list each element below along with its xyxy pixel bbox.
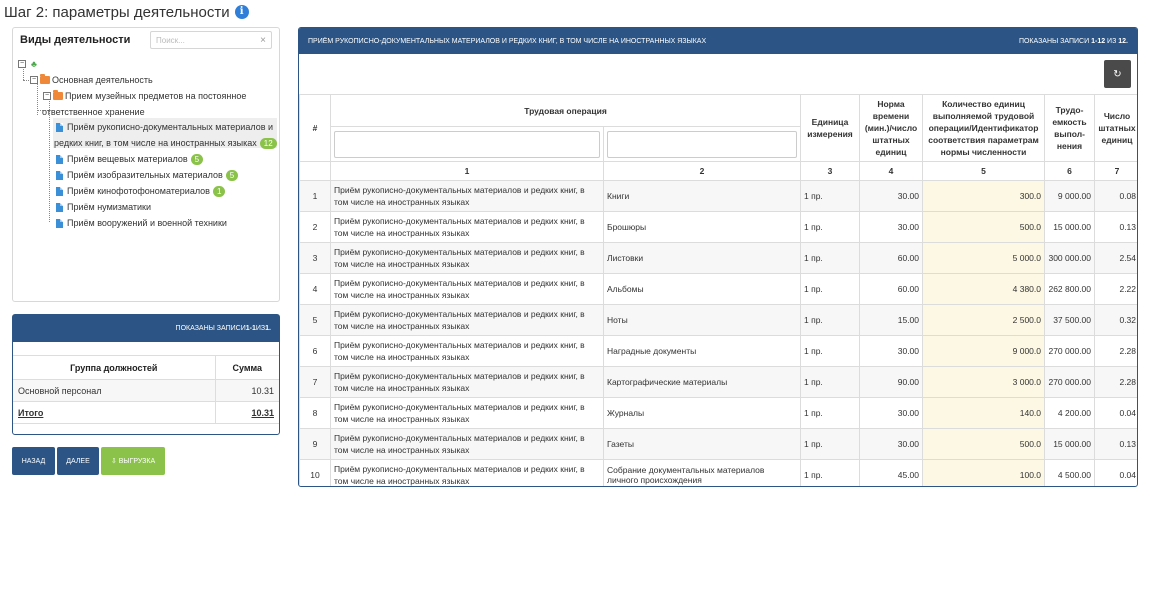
row-operation: Приём рукописно-документальных материалов и редких книг, в том числе на иностранных языках bbox=[331, 460, 604, 488]
column-number: 6 bbox=[1045, 162, 1095, 181]
column-header-quantity[interactable]: Количество единиц выполняемой трудовой операции/Идентификатор соответствия параметрам нормы численности bbox=[923, 95, 1045, 162]
column-number: 4 bbox=[860, 162, 923, 181]
table-row[interactable] bbox=[300, 274, 1139, 305]
row-labor: 37 500.00 bbox=[1045, 305, 1095, 336]
row-quantity: 9 000.0 bbox=[923, 336, 1045, 367]
tree-node-manuscripts-line2[interactable] bbox=[54, 136, 277, 150]
summary-records-info bbox=[13, 315, 279, 342]
row-unit: 1 пр. bbox=[801, 181, 860, 212]
info-icon[interactable]: i bbox=[235, 5, 249, 19]
row-unit: 1 пр. bbox=[801, 212, 860, 243]
collapse-toggle-icon[interactable]: − bbox=[19, 60, 25, 67]
row-norm: 60.00 bbox=[860, 243, 923, 274]
column-number-blank bbox=[300, 162, 331, 181]
row-quantity: 3 000.0 bbox=[923, 367, 1045, 398]
tree-node-numismatics[interactable] bbox=[56, 200, 151, 214]
table-row[interactable] bbox=[300, 367, 1139, 398]
column-header-sum[interactable]: Сумма bbox=[215, 356, 279, 380]
row-operation: Приём рукописно-документальных материалов и редких книг, в том числе на иностранных языках bbox=[331, 212, 604, 243]
tree-title: Виды деятельности bbox=[20, 34, 131, 46]
row-norm: 30.00 bbox=[860, 181, 923, 212]
records-total: 1. bbox=[265, 325, 271, 332]
collapse-toggle-icon[interactable]: − bbox=[31, 76, 37, 83]
download-icon: ⇩ bbox=[110, 458, 117, 465]
row-norm: 30.00 bbox=[860, 212, 923, 243]
summary-table bbox=[13, 355, 279, 424]
row-label: Основной персонал bbox=[13, 380, 215, 402]
row-index: 9 bbox=[300, 429, 331, 460]
row-quantity: 2 500.0 bbox=[923, 305, 1045, 336]
row-labor: 9 000.00 bbox=[1045, 181, 1095, 212]
column-number: 5 bbox=[923, 162, 1045, 181]
tree-search-input[interactable] bbox=[156, 36, 260, 45]
export-button-label: ВЫГРУЗКА bbox=[118, 457, 156, 465]
filter-cell-type bbox=[604, 127, 801, 162]
records-range: 1-12 bbox=[1091, 37, 1106, 45]
row-index: 8 bbox=[300, 398, 331, 429]
file-icon bbox=[56, 171, 63, 180]
total-label: Итого bbox=[13, 402, 215, 424]
file-icon bbox=[56, 203, 63, 212]
table-row[interactable] bbox=[300, 336, 1139, 367]
file-icon bbox=[56, 219, 63, 228]
row-quantity: 140.0 bbox=[923, 398, 1045, 429]
row-material-type: Наградные документы bbox=[604, 336, 801, 367]
tree-node-label: Приём вооружений и военной техники bbox=[67, 218, 227, 228]
tree-header bbox=[13, 28, 279, 52]
operations-table-body bbox=[300, 181, 1139, 488]
column-header-staff[interactable]: Число штатных единиц bbox=[1095, 95, 1138, 162]
row-index: 6 bbox=[300, 336, 331, 367]
table-row bbox=[13, 380, 279, 402]
row-index: 4 bbox=[300, 274, 331, 305]
count-badge: 5 bbox=[226, 170, 238, 181]
row-operation: Приём рукописно-документальных материалов и редких книг, в том числе на иностранных языках bbox=[331, 336, 604, 367]
table-row[interactable] bbox=[300, 305, 1139, 336]
row-material-type: Альбомы bbox=[604, 274, 801, 305]
row-labor: 15 000.00 bbox=[1045, 212, 1095, 243]
row-staff: 0.08 bbox=[1095, 181, 1138, 212]
column-number-row bbox=[300, 162, 1139, 181]
operations-panel-header bbox=[299, 28, 1137, 54]
tree-node-weapons[interactable] bbox=[56, 216, 227, 230]
operations-panel bbox=[298, 27, 1138, 487]
row-norm: 90.00 bbox=[860, 367, 923, 398]
tree-search-box[interactable] bbox=[150, 31, 272, 49]
row-staff: 0.04 bbox=[1095, 460, 1138, 488]
table-row[interactable] bbox=[300, 429, 1139, 460]
row-norm: 30.00 bbox=[860, 429, 923, 460]
row-material-type: Ноты bbox=[604, 305, 801, 336]
row-norm: 15.00 bbox=[860, 305, 923, 336]
row-operation: Приём рукописно-документальных материалов и редких книг, в том числе на иностранных языках bbox=[331, 305, 604, 336]
tree-node-manuscripts[interactable] bbox=[56, 120, 273, 134]
row-index: 1 bbox=[300, 181, 331, 212]
tree-node-museum-items[interactable] bbox=[43, 89, 246, 103]
folder-open-icon bbox=[40, 76, 50, 84]
row-index: 10 bbox=[300, 460, 331, 488]
tree-node-label: Приём нумизматики bbox=[67, 202, 152, 212]
records-prefix: ПОКАЗАНЫ ЗАПИСИ bbox=[1018, 37, 1092, 45]
row-quantity: 300.0 bbox=[923, 181, 1045, 212]
column-number: 3 bbox=[801, 162, 860, 181]
table-row[interactable] bbox=[300, 398, 1139, 429]
file-icon bbox=[56, 123, 63, 132]
records-mid: ИЗ bbox=[1105, 37, 1119, 45]
column-header-unit[interactable]: Единица измерения bbox=[801, 95, 860, 162]
filter-input-type[interactable] bbox=[607, 131, 797, 158]
row-operation: Приём рукописно-документальных материалов и редких книг, в том числе на иностранных языках bbox=[331, 429, 604, 460]
row-staff: 0.13 bbox=[1095, 429, 1138, 460]
row-staff: 2.22 bbox=[1095, 274, 1138, 305]
row-quantity: 500.0 bbox=[923, 212, 1045, 243]
row-quantity: 5 000.0 bbox=[923, 243, 1045, 274]
tree-node-clothing[interactable] bbox=[56, 152, 203, 166]
row-staff: 2.28 bbox=[1095, 336, 1138, 367]
row-quantity: 4 380.0 bbox=[923, 274, 1045, 305]
row-value: 10.31 bbox=[215, 380, 279, 402]
row-index: 5 bbox=[300, 305, 331, 336]
tree-node-label: редких книг, в том числе на иностранных языках bbox=[54, 138, 257, 148]
tree-root-icon: ♣ bbox=[31, 59, 37, 69]
records-range: 1-1 bbox=[245, 325, 256, 332]
records-mid: ИЗ bbox=[255, 325, 266, 332]
refresh-button[interactable] bbox=[1104, 60, 1131, 88]
tree-node-label: Приём кинофотофономатериалов bbox=[67, 186, 210, 196]
row-norm: 45.00 bbox=[860, 460, 923, 488]
folder-open-icon bbox=[53, 92, 63, 100]
records-total: 12. bbox=[1118, 37, 1128, 45]
row-labor: 262 800.00 bbox=[1045, 274, 1095, 305]
records-prefix: ПОКАЗАНЫ ЗАПИСИ bbox=[175, 325, 246, 332]
tree-node-visual-art[interactable] bbox=[56, 168, 238, 182]
column-header-operation[interactable]: Трудовая операция bbox=[331, 95, 801, 127]
row-unit: 1 пр. bbox=[801, 460, 860, 488]
column-number: 2 bbox=[604, 162, 801, 181]
column-header-norm[interactable]: Норма времени (мин.)/число штатных единиц bbox=[860, 95, 923, 162]
tree-node-main-activity[interactable] bbox=[30, 73, 153, 87]
row-norm: 30.00 bbox=[860, 398, 923, 429]
table-row[interactable] bbox=[300, 181, 1139, 212]
table-toolbar bbox=[299, 54, 1137, 94]
row-staff: 2.28 bbox=[1095, 367, 1138, 398]
row-unit: 1 пр. bbox=[801, 398, 860, 429]
row-staff: 0.13 bbox=[1095, 212, 1138, 243]
row-material-type: Газеты bbox=[604, 429, 801, 460]
row-unit: 1 пр. bbox=[801, 336, 860, 367]
tree-node-label: ответственное хранение bbox=[42, 107, 145, 117]
file-icon bbox=[56, 187, 63, 196]
row-norm: 30.00 bbox=[860, 336, 923, 367]
row-unit: 1 пр. bbox=[801, 367, 860, 398]
column-number: 7 bbox=[1095, 162, 1138, 181]
filter-input-operation[interactable] bbox=[334, 131, 600, 158]
row-labor: 270 000.00 bbox=[1045, 336, 1095, 367]
row-staff: 2.54 bbox=[1095, 243, 1138, 274]
count-badge: 12 bbox=[260, 138, 277, 149]
tree-connector bbox=[23, 80, 29, 81]
page-title bbox=[4, 2, 249, 22]
column-header-group[interactable]: Группа должностей bbox=[13, 356, 215, 380]
tree-node-label: Приём изобразительных материалов bbox=[67, 170, 223, 180]
count-badge: 1 bbox=[213, 186, 225, 197]
row-unit: 1 пр. bbox=[801, 429, 860, 460]
tree-node-label: Основная деятельность bbox=[52, 75, 153, 85]
operations-records-info bbox=[1019, 38, 1128, 45]
row-quantity: 100.0 bbox=[923, 460, 1045, 488]
row-material-type: Собрание документальных материалов личного происхождения bbox=[604, 460, 801, 488]
row-staff: 0.04 bbox=[1095, 398, 1138, 429]
column-number: 1 bbox=[331, 162, 604, 181]
table-row[interactable] bbox=[300, 212, 1139, 243]
table-row[interactable] bbox=[300, 460, 1139, 488]
file-icon bbox=[56, 155, 63, 164]
row-labor: 300 000.00 bbox=[1045, 243, 1095, 274]
row-material-type: Листовки bbox=[604, 243, 801, 274]
tree-node-label: Приём рукописно-документальных материалов и bbox=[67, 122, 274, 132]
row-index: 2 bbox=[300, 212, 331, 243]
row-operation: Приём рукописно-документальных материалов и редких книг, в том числе на иностранных языках bbox=[331, 274, 604, 305]
export-button[interactable] bbox=[101, 447, 165, 475]
tree-node-label: Приём вещевых материалов bbox=[67, 154, 188, 164]
row-unit: 1 пр. bbox=[801, 274, 860, 305]
activity-tree-panel bbox=[12, 27, 280, 302]
row-operation: Приём рукописно-документальных материалов и редких книг, в том числе на иностранных языках bbox=[331, 181, 604, 212]
row-operation: Приём рукописно-документальных материалов и редких книг, в том числе на иностранных языках bbox=[331, 367, 604, 398]
tree-root-node[interactable] bbox=[18, 57, 37, 71]
row-labor: 4 500.00 bbox=[1045, 460, 1095, 488]
row-index: 3 bbox=[300, 243, 331, 274]
row-unit: 1 пр. bbox=[801, 243, 860, 274]
operations-table bbox=[299, 94, 1138, 487]
row-labor: 270 000.00 bbox=[1045, 367, 1095, 398]
filter-cell-operation bbox=[331, 127, 604, 162]
row-material-type: Брошюры bbox=[604, 212, 801, 243]
row-material-type: Картографические материалы bbox=[604, 367, 801, 398]
row-unit: 1 пр. bbox=[801, 305, 860, 336]
row-material-type: Книги bbox=[604, 181, 801, 212]
total-row bbox=[13, 402, 279, 424]
row-material-type: Журналы bbox=[604, 398, 801, 429]
back-button[interactable]: НАЗАД bbox=[12, 447, 55, 475]
count-badge: 5 bbox=[191, 154, 203, 165]
row-labor: 4 200.00 bbox=[1045, 398, 1095, 429]
collapse-toggle-icon[interactable]: − bbox=[44, 92, 50, 99]
tree-node-museum-items-line2[interactable] bbox=[42, 105, 145, 119]
row-quantity: 500.0 bbox=[923, 429, 1045, 460]
row-index: 7 bbox=[300, 367, 331, 398]
staff-summary-panel bbox=[12, 314, 280, 435]
row-operation: Приём рукописно-документальных материалов и редких книг, в том числе на иностранных языках bbox=[331, 243, 604, 274]
next-button[interactable]: ДАЛЕЕ bbox=[57, 447, 99, 475]
tree-node-label: Прием музейных предметов на постоянное bbox=[65, 91, 247, 101]
row-staff: 0.32 bbox=[1095, 305, 1138, 336]
table-row[interactable] bbox=[300, 243, 1139, 274]
page-title-text: Шаг 2: параметры деятельности bbox=[4, 3, 230, 21]
clear-icon[interactable]: × bbox=[260, 34, 266, 46]
tree-node-film-photo[interactable] bbox=[56, 184, 225, 198]
refresh-icon: ↻ bbox=[1113, 68, 1122, 80]
column-header-index[interactable]: # bbox=[300, 95, 331, 162]
column-header-labor[interactable]: Трудо-емкость выпол-нения bbox=[1045, 95, 1095, 162]
total-value: 10.31 bbox=[215, 402, 279, 424]
row-norm: 60.00 bbox=[860, 274, 923, 305]
row-labor: 15 000.00 bbox=[1045, 429, 1095, 460]
row-operation: Приём рукописно-документальных материалов и редких книг, в том числе на иностранных языках bbox=[331, 398, 604, 429]
operations-panel-title: ПРИЁМ РУКОПИСНО-ДОКУМЕНТАЛЬНЫХ МАТЕРИАЛОВ И РЕДКИХ КНИГ, В ТОМ ЧИСЛЕ НА ИНОСТРАННЫХ ЯЗЫКАХ bbox=[308, 37, 707, 45]
